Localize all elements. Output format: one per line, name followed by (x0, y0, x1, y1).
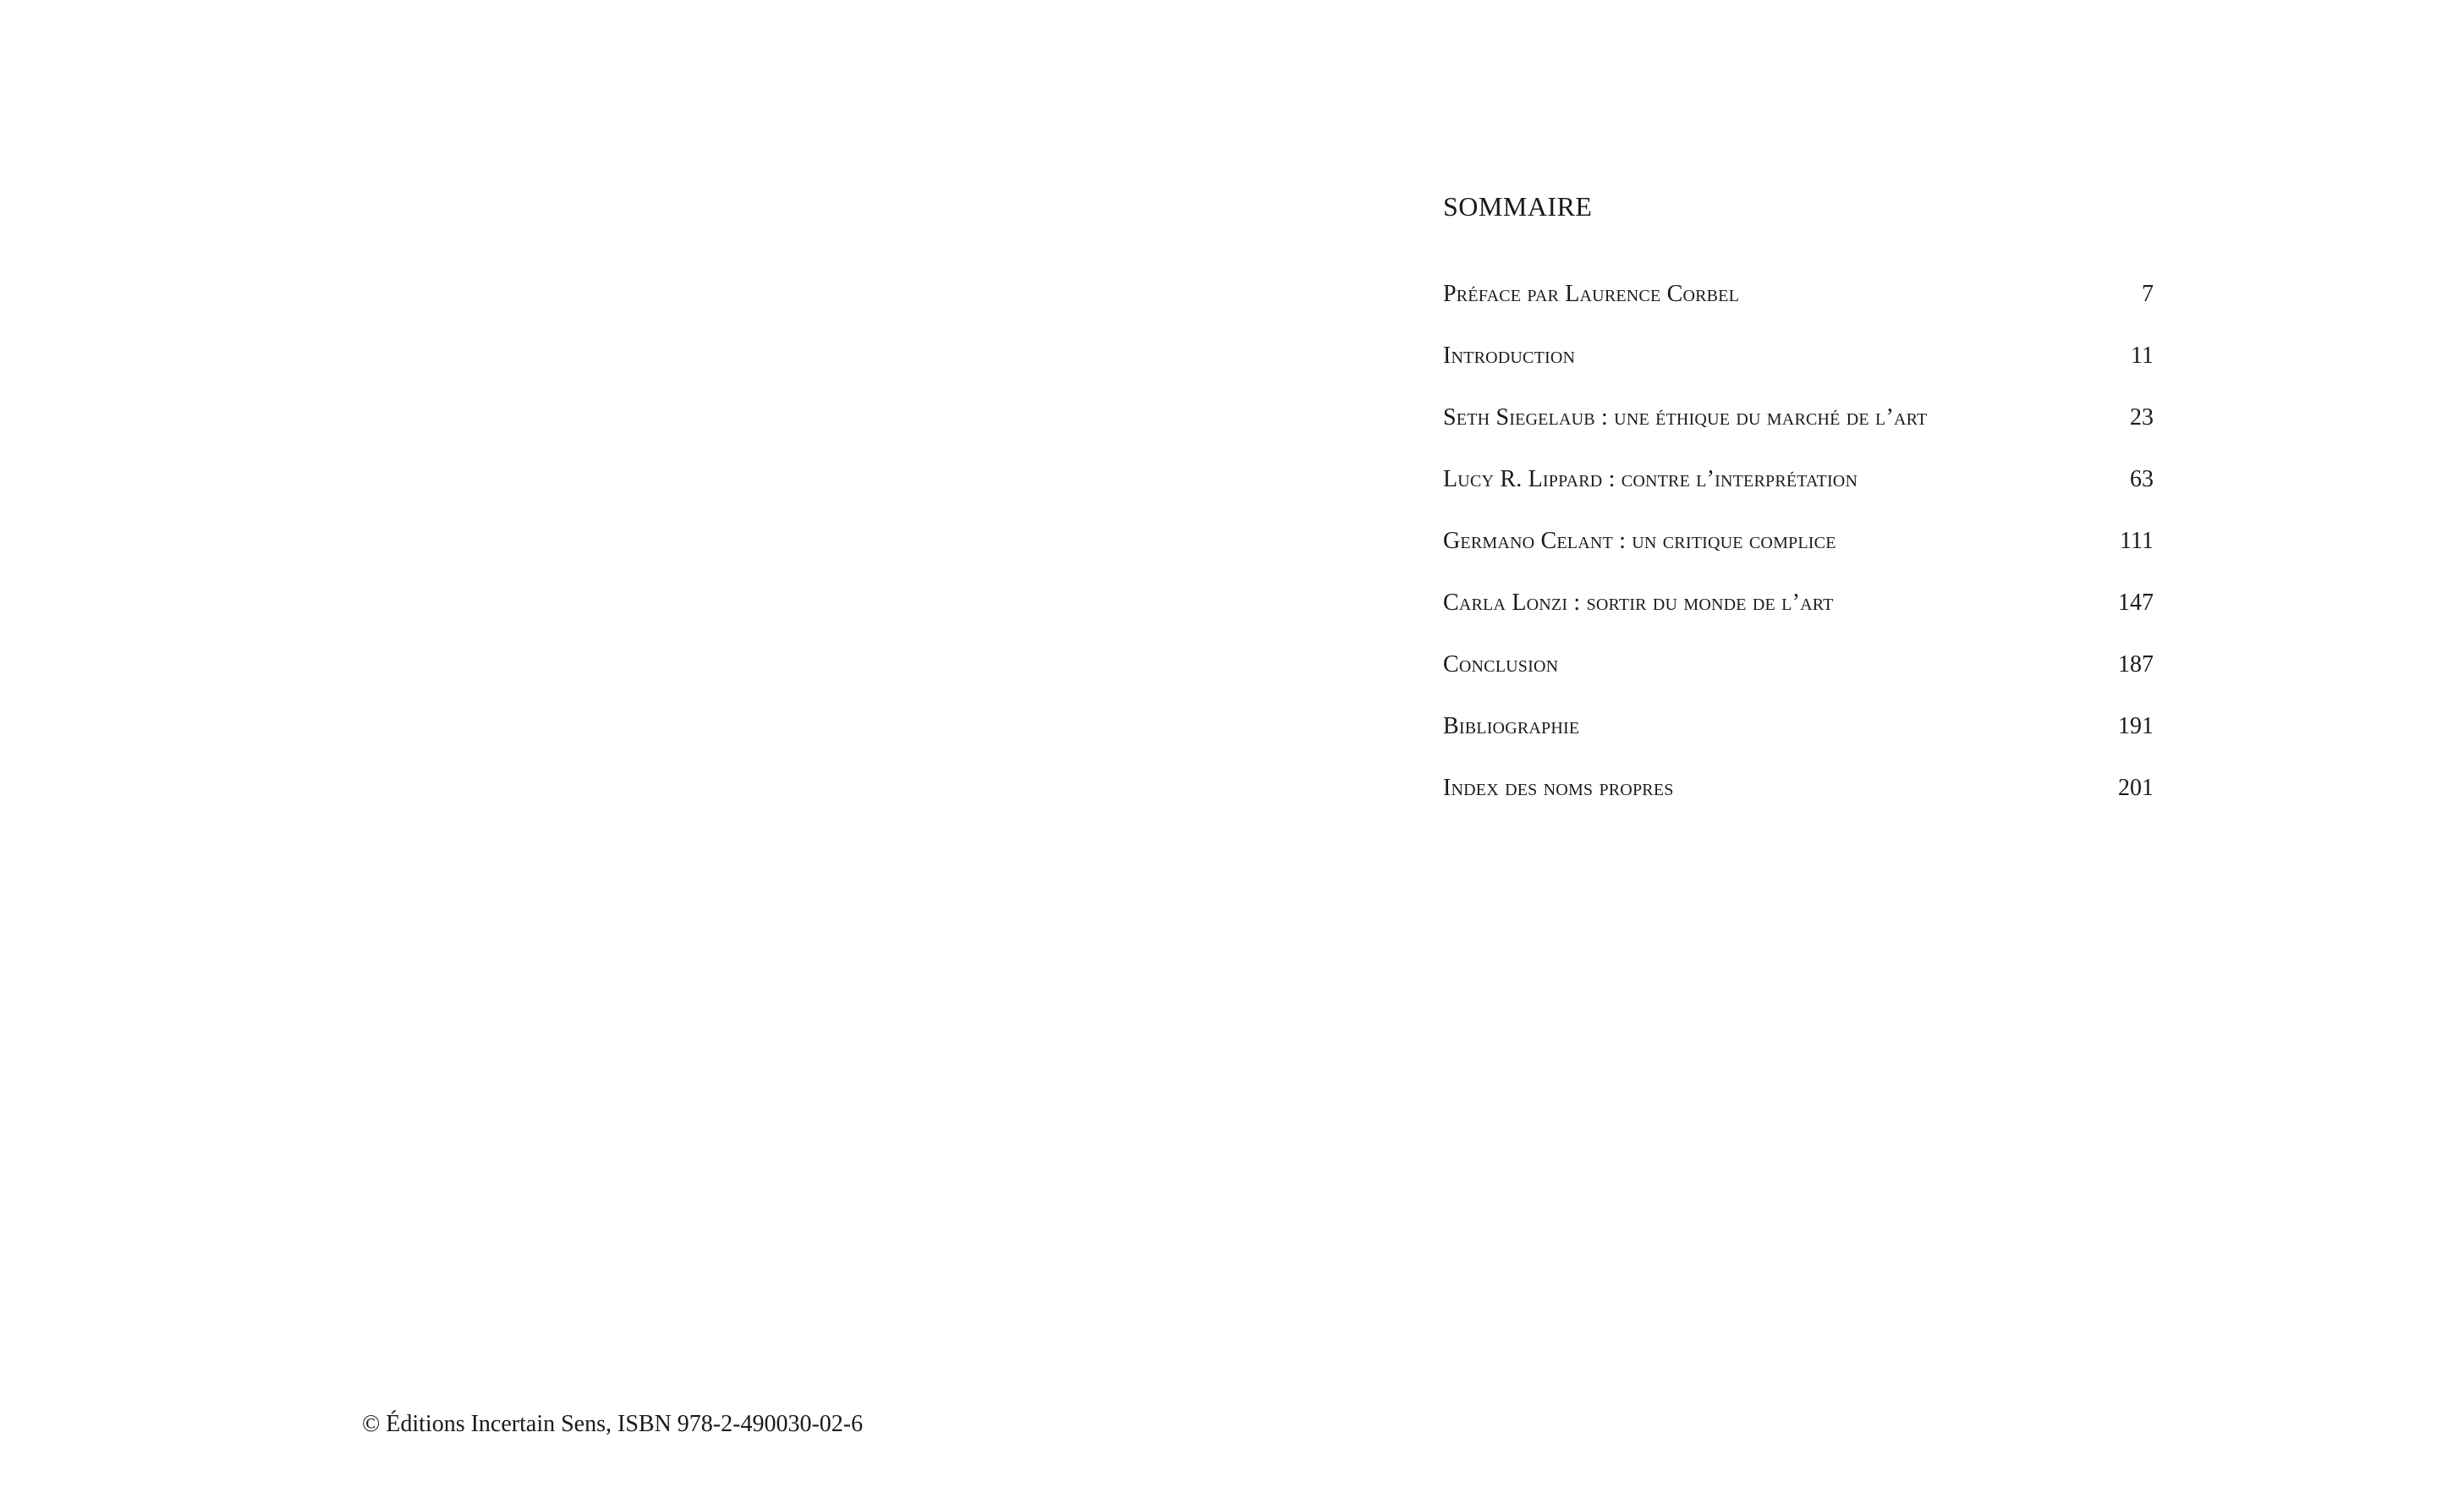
toc-entry-bibliographie[interactable] (1443, 711, 2154, 773)
toc-entry-title: Carla Lonzi : sortir du monde de l’art (1443, 590, 1834, 616)
toc-entry-title: Seth Siegelaub : une éthique du marché de l’art (1443, 404, 1928, 431)
toc-entry-index[interactable] (1443, 773, 2154, 835)
toc-entry-page: 7 (2142, 281, 2154, 307)
toc-entry-siegelaub[interactable] (1443, 403, 2154, 464)
toc-entry-introduction[interactable] (1443, 341, 2154, 403)
toc-entry-title: Index des noms propres (1443, 775, 1674, 801)
toc-entry-title: Bibliographie (1443, 713, 1580, 739)
toc-entry-page: 111 (2120, 528, 2154, 554)
toc-entry-title: Préface par Laurence Corbel (1443, 281, 1740, 307)
toc-entry-lonzi[interactable] (1443, 588, 2154, 650)
table-of-contents (1443, 189, 2154, 835)
toc-entry-page: 23 (2130, 404, 2154, 431)
toc-entry-title: Lucy R. Lippard : contre l’interprétation (1443, 466, 1858, 492)
toc-entry-page: 147 (2118, 590, 2154, 616)
toc-entry-page: 187 (2118, 651, 2154, 678)
toc-heading: SOMMAIRE (1443, 191, 1593, 222)
toc-entry-page: 191 (2118, 713, 2154, 739)
toc-entry-conclusion[interactable] (1443, 650, 2154, 711)
toc-list (1443, 279, 2154, 835)
toc-entry-lippard[interactable] (1443, 464, 2154, 526)
right-page (1232, 0, 2464, 1498)
toc-entry-title: Introduction (1443, 343, 1576, 369)
toc-entry-preface[interactable] (1443, 279, 2154, 341)
toc-entry-celant[interactable] (1443, 526, 2154, 588)
toc-entry-page: 63 (2130, 466, 2154, 492)
toc-entry-page: 11 (2131, 343, 2154, 369)
toc-entry-title: Germano Celant : un critique complice (1443, 528, 1836, 554)
copyright-notice: © Éditions Incertain Sens, ISBN 978-2-490030-02-6 (362, 1411, 864, 1437)
toc-entry-title: Conclusion (1443, 651, 1559, 678)
toc-entry-page: 201 (2118, 775, 2154, 801)
